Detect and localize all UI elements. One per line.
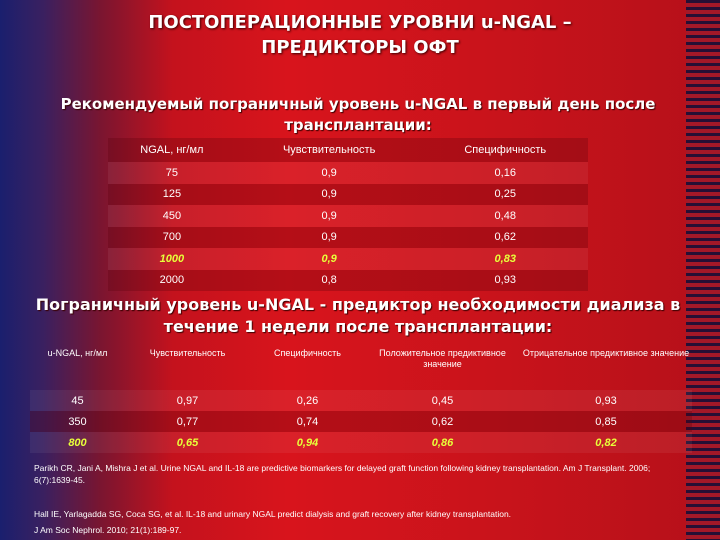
table-header-row — [108, 138, 588, 162]
table-cell: 2000 — [108, 270, 236, 292]
table-cell: 0,97 — [125, 390, 250, 411]
column-header: NGAL, нг/мл — [108, 138, 236, 162]
reference-2-line-2: J Am Soc Nephrol. 2010; 21(1):189-97. — [34, 525, 182, 535]
table-cell: 350 — [30, 411, 125, 432]
table-cell: 0,94 — [250, 432, 365, 453]
decorative-stripes — [686, 0, 720, 540]
table-cell: 125 — [108, 184, 236, 206]
column-header: Специфичность — [274, 348, 341, 358]
column-header: Чувствительность — [149, 348, 226, 358]
table-ngal-day1 — [108, 138, 588, 291]
table-row — [30, 390, 692, 411]
table-cell: 0,93 — [422, 270, 588, 292]
table-cell: 0,9 — [236, 205, 423, 227]
section1-heading-line-1: Рекомендуемый пограничный уровень u-NGAL в первый день после — [60, 95, 656, 113]
column-header: Специфичность — [422, 138, 588, 162]
table-cell: 700 — [108, 227, 236, 249]
section1-heading — [18, 94, 698, 136]
table-cell: 0,9 — [236, 248, 423, 270]
reference-1: Parikh CR, Jani A, Mishra J et al. Urine NGAL and IL-18 are predictive biomarkers for delayed graft function following kidney transplantation. Am J Transplant. 2006; 6(7):1639-45. — [34, 463, 651, 485]
column-header: Отрицательное предиктивное значение — [522, 348, 690, 358]
table-cell: 0,85 — [520, 411, 692, 432]
reference-2-line-1: Hall IE, Yarlagadda SG, Coca SG, et al. IL-18 and urinary NGAL predict dialysis and graft recovery after kidney transplantation. — [34, 509, 512, 519]
section2-heading-line-1: Пограничный уровень u-NGAL - предиктор необходимости диализа в — [35, 295, 681, 314]
table-cell: 0,62 — [422, 227, 588, 249]
column-header: Положительное предиктивное значение — [379, 348, 506, 369]
table-cell: 0,83 — [422, 248, 588, 270]
table-cell: 0,16 — [422, 162, 588, 184]
table-cell: 800 — [30, 432, 125, 453]
table-cell: 0,93 — [520, 390, 692, 411]
table-header-row — [30, 342, 692, 390]
table-cell: 0,48 — [422, 205, 588, 227]
table-cell: 0,86 — [365, 432, 520, 453]
table-row — [108, 270, 588, 292]
table-cell: 0,45 — [365, 390, 520, 411]
table-cell: 0,65 — [125, 432, 250, 453]
table-cell: 0,82 — [520, 432, 692, 453]
table-row — [108, 162, 588, 184]
table-cell: 0,62 — [365, 411, 520, 432]
table-cell: 0,77 — [125, 411, 250, 432]
table-cell: 0,8 — [236, 270, 423, 292]
table-row-highlighted — [108, 248, 588, 270]
table-cell: 0,9 — [236, 184, 423, 206]
table-row — [108, 205, 588, 227]
table-row — [108, 184, 588, 206]
table-cell: 0,25 — [422, 184, 588, 206]
table-cell: 0,9 — [236, 162, 423, 184]
section2-heading-line-2: течение 1 недели после трансплантации: — [163, 317, 553, 336]
table-ngal-dialysis — [30, 342, 692, 453]
section1-heading-line-2: трансплантации: — [284, 116, 432, 134]
table-cell: 75 — [108, 162, 236, 184]
table-row — [108, 227, 588, 249]
table-cell: 1000 — [108, 248, 236, 270]
section2-heading — [18, 294, 698, 338]
column-header: Чувствительность — [236, 138, 423, 162]
title-line-2: ПРЕДИКТОРЫ ОФТ — [261, 37, 459, 58]
table-row — [30, 411, 692, 432]
title-line-1: ПОСТОПЕРАЦИОННЫЕ УРОВНИ u-NGAL – — [148, 12, 572, 33]
table-cell: 45 — [30, 390, 125, 411]
table-cell: 0,9 — [236, 227, 423, 249]
table-cell: 0,74 — [250, 411, 365, 432]
table-cell: 450 — [108, 205, 236, 227]
column-header: u-NGAL, нг/мл — [47, 348, 108, 358]
table-row-highlighted — [30, 432, 692, 453]
table-cell: 0,26 — [250, 390, 365, 411]
slide-title — [60, 10, 660, 60]
